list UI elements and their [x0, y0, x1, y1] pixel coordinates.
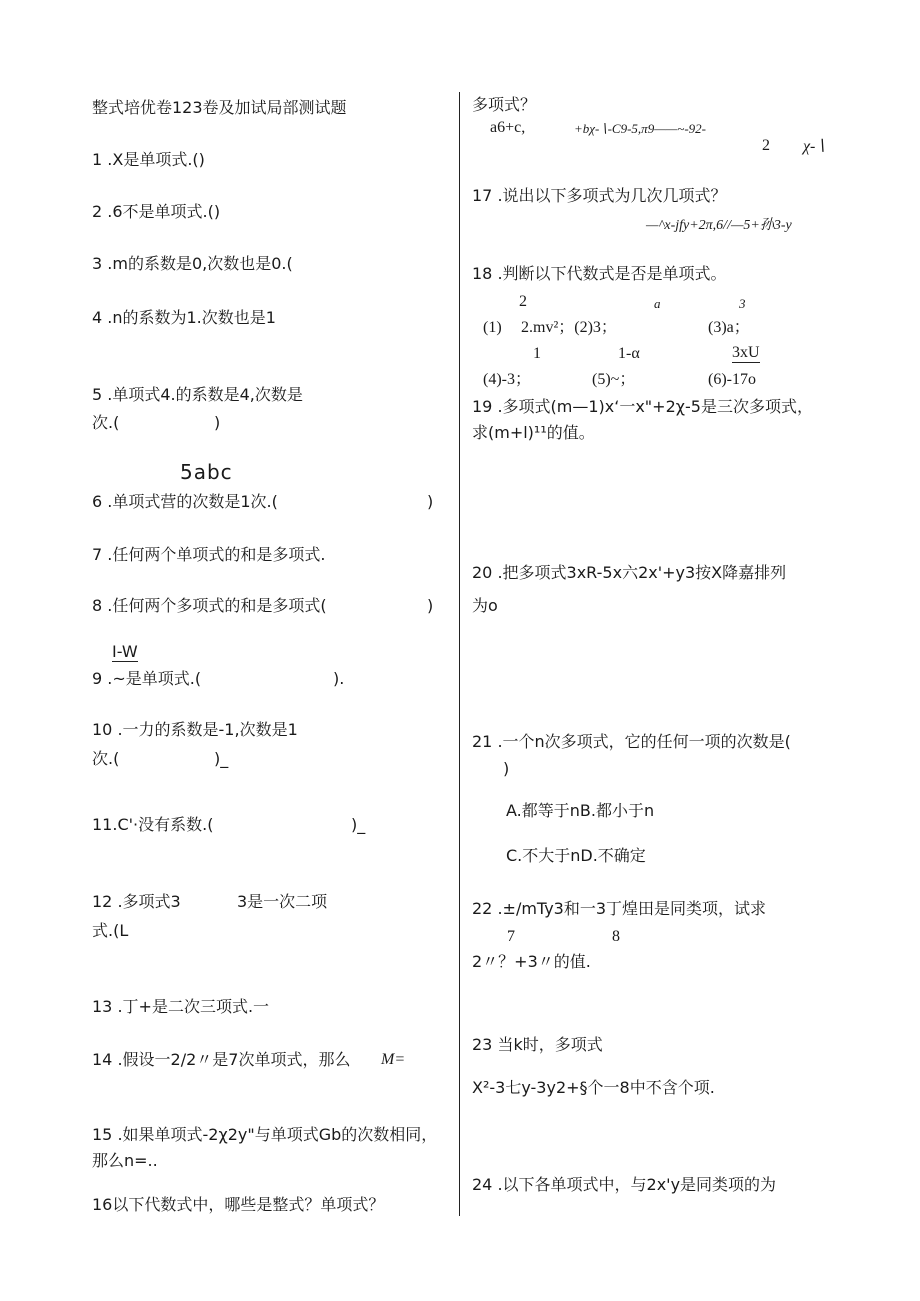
question-23-line2: X²-3七y-3y2+§个一8中不含个项. — [472, 1078, 715, 1097]
question-22-number-1: 7 — [507, 928, 515, 945]
question-18-item-4: (4)-3； — [483, 371, 531, 388]
question-14-variable: M= — [381, 1051, 406, 1068]
question-18-item-1: (1) — [483, 319, 502, 336]
question-18-item-5: (5)~； — [592, 371, 636, 388]
question-16: 16以下代数式中，哪些是整式？单项式？ — [92, 1195, 385, 1214]
question-5-bracket-close: ) — [214, 413, 221, 432]
question-21-line1: 21 .一个n次多项式，它的任何一项的次数是( — [472, 732, 791, 751]
question-3: 3 .m的系数是0,次数也是0.( — [92, 254, 293, 273]
question-6-expression: 5abc — [180, 460, 233, 484]
page-divider — [459, 92, 460, 1216]
question-15-line1: 15 .如果单项式-2χ2y"与单项式Gb的次数相同， — [92, 1125, 438, 1144]
question-18-top-2: a — [654, 296, 661, 311]
question-9-bracket-close: ). — [333, 669, 345, 688]
page-title: 整式培优卷123卷及加试局部测试题 — [92, 98, 347, 117]
question-10-bracket-close: )_ — [214, 749, 229, 768]
question-16-expr-4: χ-∖ — [803, 138, 826, 155]
question-19-line1: 19 .多项式(m—1)x‘一x"+2χ-5是三次多项式， — [472, 397, 813, 416]
question-10-line1: 10 .一力的系数是-1,次数是1 — [92, 720, 298, 739]
question-18-item-6: (6)-17o — [708, 371, 756, 388]
question-5-line1: 5 .单项式4.的系数是4,次数是 — [92, 385, 303, 404]
question-11-bracket-close: )_ — [351, 815, 366, 834]
question-6-bracket-close: ) — [427, 492, 434, 511]
question-16-expr-1: a6+c, — [490, 119, 526, 136]
question-18-mid-3: 3xU — [732, 344, 760, 361]
question-9: 9 .~是单项式.( — [92, 669, 202, 688]
question-18-mid-2: 1-α — [618, 345, 640, 362]
question-8: 8 .任何两个多项式的和是多项式( — [92, 596, 327, 615]
question-8-bracket-close: ) — [427, 596, 434, 615]
question-22-line1: 22 .±/mTy3和一3丁煌田是同类项，试求 — [472, 899, 767, 918]
question-22-number-2: 8 — [612, 928, 620, 945]
question-12-line1a: 12 .多项式3 — [92, 892, 181, 911]
question-18-top-3: 3 — [739, 296, 746, 311]
question-11: 11.C'·没有系数.( — [92, 815, 214, 834]
question-7: 7 .任何两个单项式的和是多项式. — [92, 545, 326, 564]
question-2: 2 .6不是单项式.() — [92, 202, 221, 221]
question-10-line2: 次.( — [92, 749, 120, 768]
question-22-line2: 2〃？+3〃的值. — [472, 952, 591, 971]
question-18-top-1: 2 — [519, 293, 527, 310]
question-6: 6 .单项式营的次数是1次.( — [92, 492, 278, 511]
question-9-expression: I-W — [112, 642, 138, 661]
question-17-expression: —^x-jfy+2π,6//—5+孙3-y — [646, 218, 792, 233]
question-20-line2: 为o — [472, 596, 498, 615]
question-21-options-ab: A.都等于nB.都小于n — [506, 801, 655, 820]
question-17: 17 .说出以下多项式为几次几项式？ — [472, 186, 727, 205]
question-18-item-3: (3)a； — [708, 319, 750, 336]
question-18-item-2: 2.mv²；(2)3； — [521, 319, 617, 336]
question-1: 1 .X是单项式.() — [92, 150, 205, 169]
question-5-line2: 次.( — [92, 413, 120, 432]
question-18: 18 .判断以下代数式是否是单项式。 — [472, 264, 727, 283]
question-21-options-cd: C.不大于nD.不确定 — [506, 846, 646, 865]
question-16-expr-3: 2 — [762, 137, 770, 154]
question-21-line2: ) — [503, 759, 510, 778]
question-23-line1: 23 当k时，多项式 — [472, 1035, 603, 1054]
question-4: 4 .n的系数为1.次数也是1 — [92, 308, 276, 327]
question-16-continued: 多项式？ — [472, 95, 537, 114]
question-12-line1b: 3是一次二项 — [237, 892, 328, 911]
question-20-line1: 20 .把多项式3xR-5x六2x'+y3按X降嘉排列 — [472, 563, 787, 582]
question-13: 13 .丁+是二次三项式.一 — [92, 997, 270, 1016]
question-15-line2: 那么n=.. — [92, 1151, 158, 1170]
question-19-line2: 求(m+l)¹¹的值。 — [472, 423, 595, 442]
question-18-mid-1: 1 — [533, 345, 541, 362]
question-12-line2: 式.(L — [92, 921, 129, 940]
question-24: 24 .以下各单项式中，与2x'y是同类项的为 — [472, 1175, 777, 1194]
question-16-expr-2: +bχ-∖-C9-5,π9——~-92- — [574, 121, 706, 136]
question-14: 14 .假设一2/2〃是7次单项式，那么 — [92, 1050, 351, 1069]
